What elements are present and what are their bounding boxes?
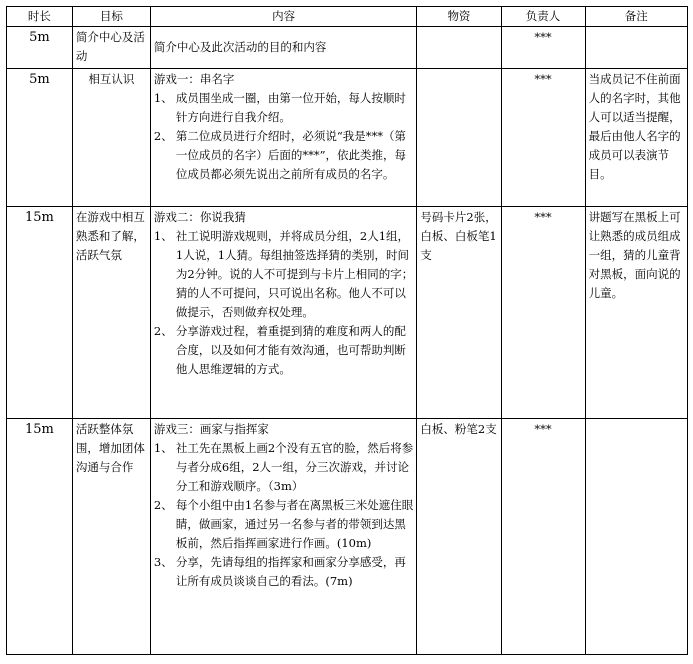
game-title: 游戏三：画家与指挥家 (153, 422, 269, 436)
item-number: 2、 (153, 324, 173, 338)
table-row (7, 419, 688, 655)
activity-plan-table (6, 6, 688, 655)
item-number: 2、 (153, 129, 173, 143)
header-row (7, 7, 688, 27)
table-row (7, 69, 688, 207)
table-row (7, 27, 688, 69)
list-item (154, 227, 414, 322)
header-notes: 备注 (585, 7, 687, 27)
content-cell (150, 69, 417, 207)
duration-cell: 5m (7, 69, 73, 207)
list-item (154, 553, 414, 591)
header-goal: 目标 (72, 7, 150, 27)
goal-cell: 简介中心及活动 (72, 27, 150, 69)
duration-cell: 15m (7, 419, 73, 655)
list-item (154, 496, 414, 553)
content-text: 简介中心及此次活动的目的和内容 (153, 40, 327, 54)
item-text: 第二位成员进行介绍时，必须说“我是***（第一位成员的名字）后面的***”，依此类推，每位成员都必须先说出之前所有成员的名字。 (175, 129, 407, 181)
content-cell (150, 27, 417, 69)
item-number: 1、 (153, 229, 173, 243)
item-text: 分享，先请每组的指挥家和画家分享感受，再让所有成员谈谈自己的看法。(7m) (175, 555, 406, 588)
content-cell (150, 207, 417, 419)
list-item (154, 322, 414, 379)
item-number: 2、 (153, 498, 173, 512)
list-item (154, 89, 414, 127)
table-row (7, 207, 688, 419)
item-text: 每个小组中由1名参与者在离黑板三米处遮住眼睛，做画家，通过另一名参与者的带领到达黑板前，然后指挥画家进行作画。(10m) (175, 498, 414, 550)
notes-cell: 当成员记不住前面人的名字时，其他人可以适当提醒，最后由他人名字的成员可以表演节目。 (585, 69, 687, 207)
notes-cell (585, 419, 687, 655)
game-title: 游戏一：串名字 (153, 72, 235, 86)
goal-cell: 相互认识 (72, 69, 150, 207)
item-number: 1、 (153, 91, 173, 105)
item-number: 3、 (153, 555, 173, 569)
list-item (154, 127, 414, 184)
header-content: 内容 (150, 7, 417, 27)
item-text: 分享游戏过程，着重提到猜的难度和两人的配合度，以及如何才能有效沟通，也可帮助判断他人思维逻辑的方式。 (175, 324, 406, 376)
header-materials: 物资 (417, 7, 501, 27)
item-number: 1、 (153, 441, 173, 455)
duration-cell: 5m (7, 27, 73, 69)
game-title: 游戏二：你说我猜 (153, 210, 246, 224)
header-duration: 时长 (7, 7, 73, 27)
owner-cell: *** (501, 207, 585, 419)
materials-cell (417, 27, 501, 69)
goal-cell: 活跃整体氛围，增加团体沟通与合作 (72, 419, 150, 655)
materials-cell (417, 69, 501, 207)
content-cell (150, 419, 417, 655)
header-owner: 负责人 (501, 7, 585, 27)
item-text: 成员围坐成一圈，由第一位开始，每人按顺时针方向进行自我介绍。 (175, 91, 406, 124)
item-text: 社工先在黑板上画2个没有五官的脸，然后将参与者分成6组，2人一组，分三次游戏，并讨论分工和游戏顺序。（3m） (175, 441, 414, 493)
notes-cell (585, 27, 687, 69)
materials-cell: 白板、粉笔2支 (417, 419, 501, 655)
duration-cell: 15m (7, 207, 73, 419)
item-text: 社工说明游戏规则，并将成员分组，2人1组，1人说，1人猜。每组抽签选择猜的类别，时间为2分钟。说的人不可提到与卡片上相同的字；猜的人不可提问，只可说出名称。他人不可以做提示，否则做弃权处理。 (175, 229, 414, 319)
notes-cell: 讲题写在黑板上可让熟悉的成员组成一组，猜的儿童背对黑板，面向说的儿童。 (585, 207, 687, 419)
materials-cell: 号码卡片2张，白板、白板笔1支 (417, 207, 501, 419)
list-item (154, 439, 414, 496)
owner-cell: *** (501, 27, 585, 69)
owner-cell: *** (501, 69, 585, 207)
owner-cell: *** (501, 419, 585, 655)
goal-cell: 在游戏中相互熟悉和了解，活跃气氛 (72, 207, 150, 419)
